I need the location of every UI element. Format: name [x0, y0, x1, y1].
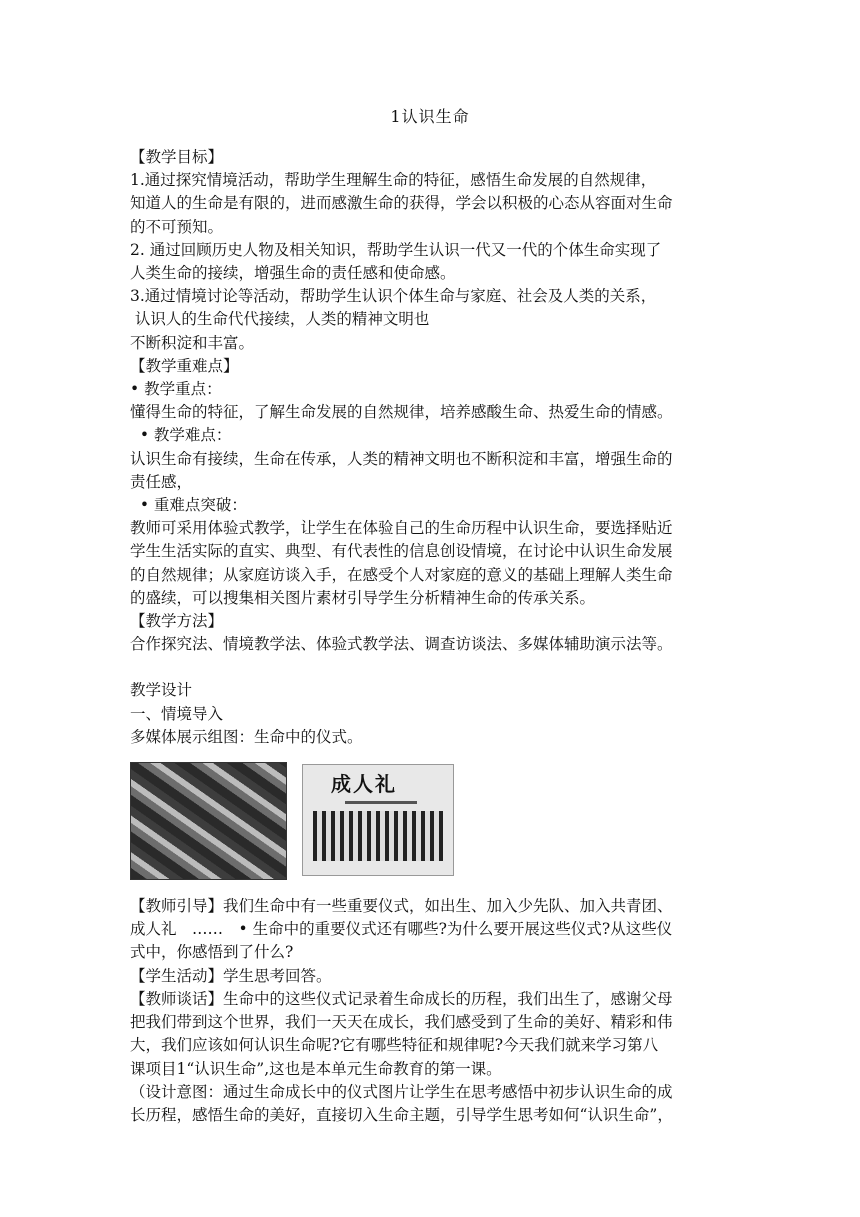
- bullet-difficulty: • 教学难点：: [130, 426, 232, 445]
- banner-subline: [345, 801, 417, 804]
- text-line: 长历程，感悟生命的美好，直接切入生命主题，引导学生思考如何“认识生命”，: [130, 1105, 673, 1124]
- spacer: [130, 656, 735, 679]
- page-title: 1认识生命: [390, 107, 470, 126]
- text-line: 的自然规律；从家庭访谈入手，在感受个人对家庭的意义的基础上理解人类生命: [130, 565, 673, 584]
- text-line: 【学生活动】学生思考回答。: [130, 966, 332, 985]
- text-line: 认识人的生命代代接续，人类的精神文明也: [130, 310, 430, 329]
- text-line: 3.通过情境讨论等活动，帮助学生认识个体生命与家庭、社会及人类的关系，: [130, 287, 657, 306]
- text-line: 懂得生命的特征，了解生命发展的自然规律，培养感酸生命、热爱生命的情感。: [130, 403, 673, 422]
- text-line: （设计意图：通过生命成长中的仪式图片让学生在思考感悟中初步认识生命的成: [130, 1082, 673, 1101]
- crowd-figures: [313, 811, 443, 861]
- text-line: 1.通过探究情境活动，帮助学生理解生命的特征，感悟生命发展的自然规律，: [130, 171, 657, 190]
- bullet-breakthrough: • 重难点突破：: [130, 496, 247, 515]
- children-photo-collage-image: [130, 762, 287, 880]
- text-line: 式中，你感悟到了什么?: [130, 943, 294, 962]
- section-intro: 一、情境导入: [130, 704, 224, 723]
- text-line: 多媒体展示组图：生命中的仪式。: [130, 727, 363, 746]
- text-line: 教师可采用体验式教学，让学生在体验自己的生命历程中认识生命，要选择贴近: [130, 519, 673, 538]
- text-line: 学生生活实际的直实、典型、有代表性的信息创设情境，在讨论中认识生命发展: [130, 542, 673, 561]
- photo-group: [130, 762, 735, 889]
- ceremony-banner-text: 成人礼: [331, 772, 397, 797]
- text-line: 不断积淀和丰富。: [130, 333, 255, 352]
- bullet-key-point: • 教学重点：: [130, 380, 222, 399]
- coming-of-age-ceremony-image: [302, 764, 454, 876]
- text-line: 人类生命的接续，增强生命的责任感和使命感。: [130, 264, 456, 283]
- text-line: 责任感，: [130, 472, 193, 491]
- text-line: 知道人的生命是有限的，进而感激生命的获得，学会以积极的心态从容面对生命: [130, 194, 673, 213]
- text-line: 【教师谈话】生命中的这些仪式记录着生命成长的历程，我们出生了，感谢父母: [130, 989, 673, 1008]
- text-line: 的盛续，可以搜集相关图片素材引导学生分析精神生命的传承关系。: [130, 588, 596, 607]
- text-line: 把我们带到这个世界，我们一天天在成长，我们感受到了生命的美好、精彩和伟: [130, 1013, 673, 1032]
- heading-methods: 【教学方法】: [130, 612, 224, 631]
- text-line: 课项目1“认识生命”,这也是本单元生命教育的第一课。: [130, 1059, 502, 1078]
- document-body: [130, 146, 735, 1127]
- text-line: 大，我们应该如何认识生命呢?它有哪些特征和规律呢?今天我们就来学习第八: [130, 1036, 659, 1055]
- text-line: 的不可预知。: [130, 217, 224, 236]
- heading-design: 教学设计: [130, 681, 193, 700]
- text-line: 【教师引导】我们生命中有一些重要仪式，如出生、加入少先队、加入共青团、: [130, 897, 673, 916]
- text-line: 认识生命有接续，生命在传承，人类的精神文明也不断积淀和丰富，增强生命的: [130, 449, 673, 468]
- text-line: 合作探究法、情境教学法、体验式教学法、调查访谈法、多媒体辅助演示法等。: [130, 635, 673, 654]
- heading-key-points: 【教学重难点】: [130, 356, 239, 375]
- text-line: 成人礼 …… • 生命中的重要仪式还有哪些?为什么要开展这些仪式?从这些仪: [130, 920, 673, 939]
- text-line: 2. 通过回顾历史人物及相关知识，帮助学生认识一代又一代的个体生命实现了: [130, 240, 662, 259]
- heading-objectives: 【教学目标】: [130, 148, 224, 166]
